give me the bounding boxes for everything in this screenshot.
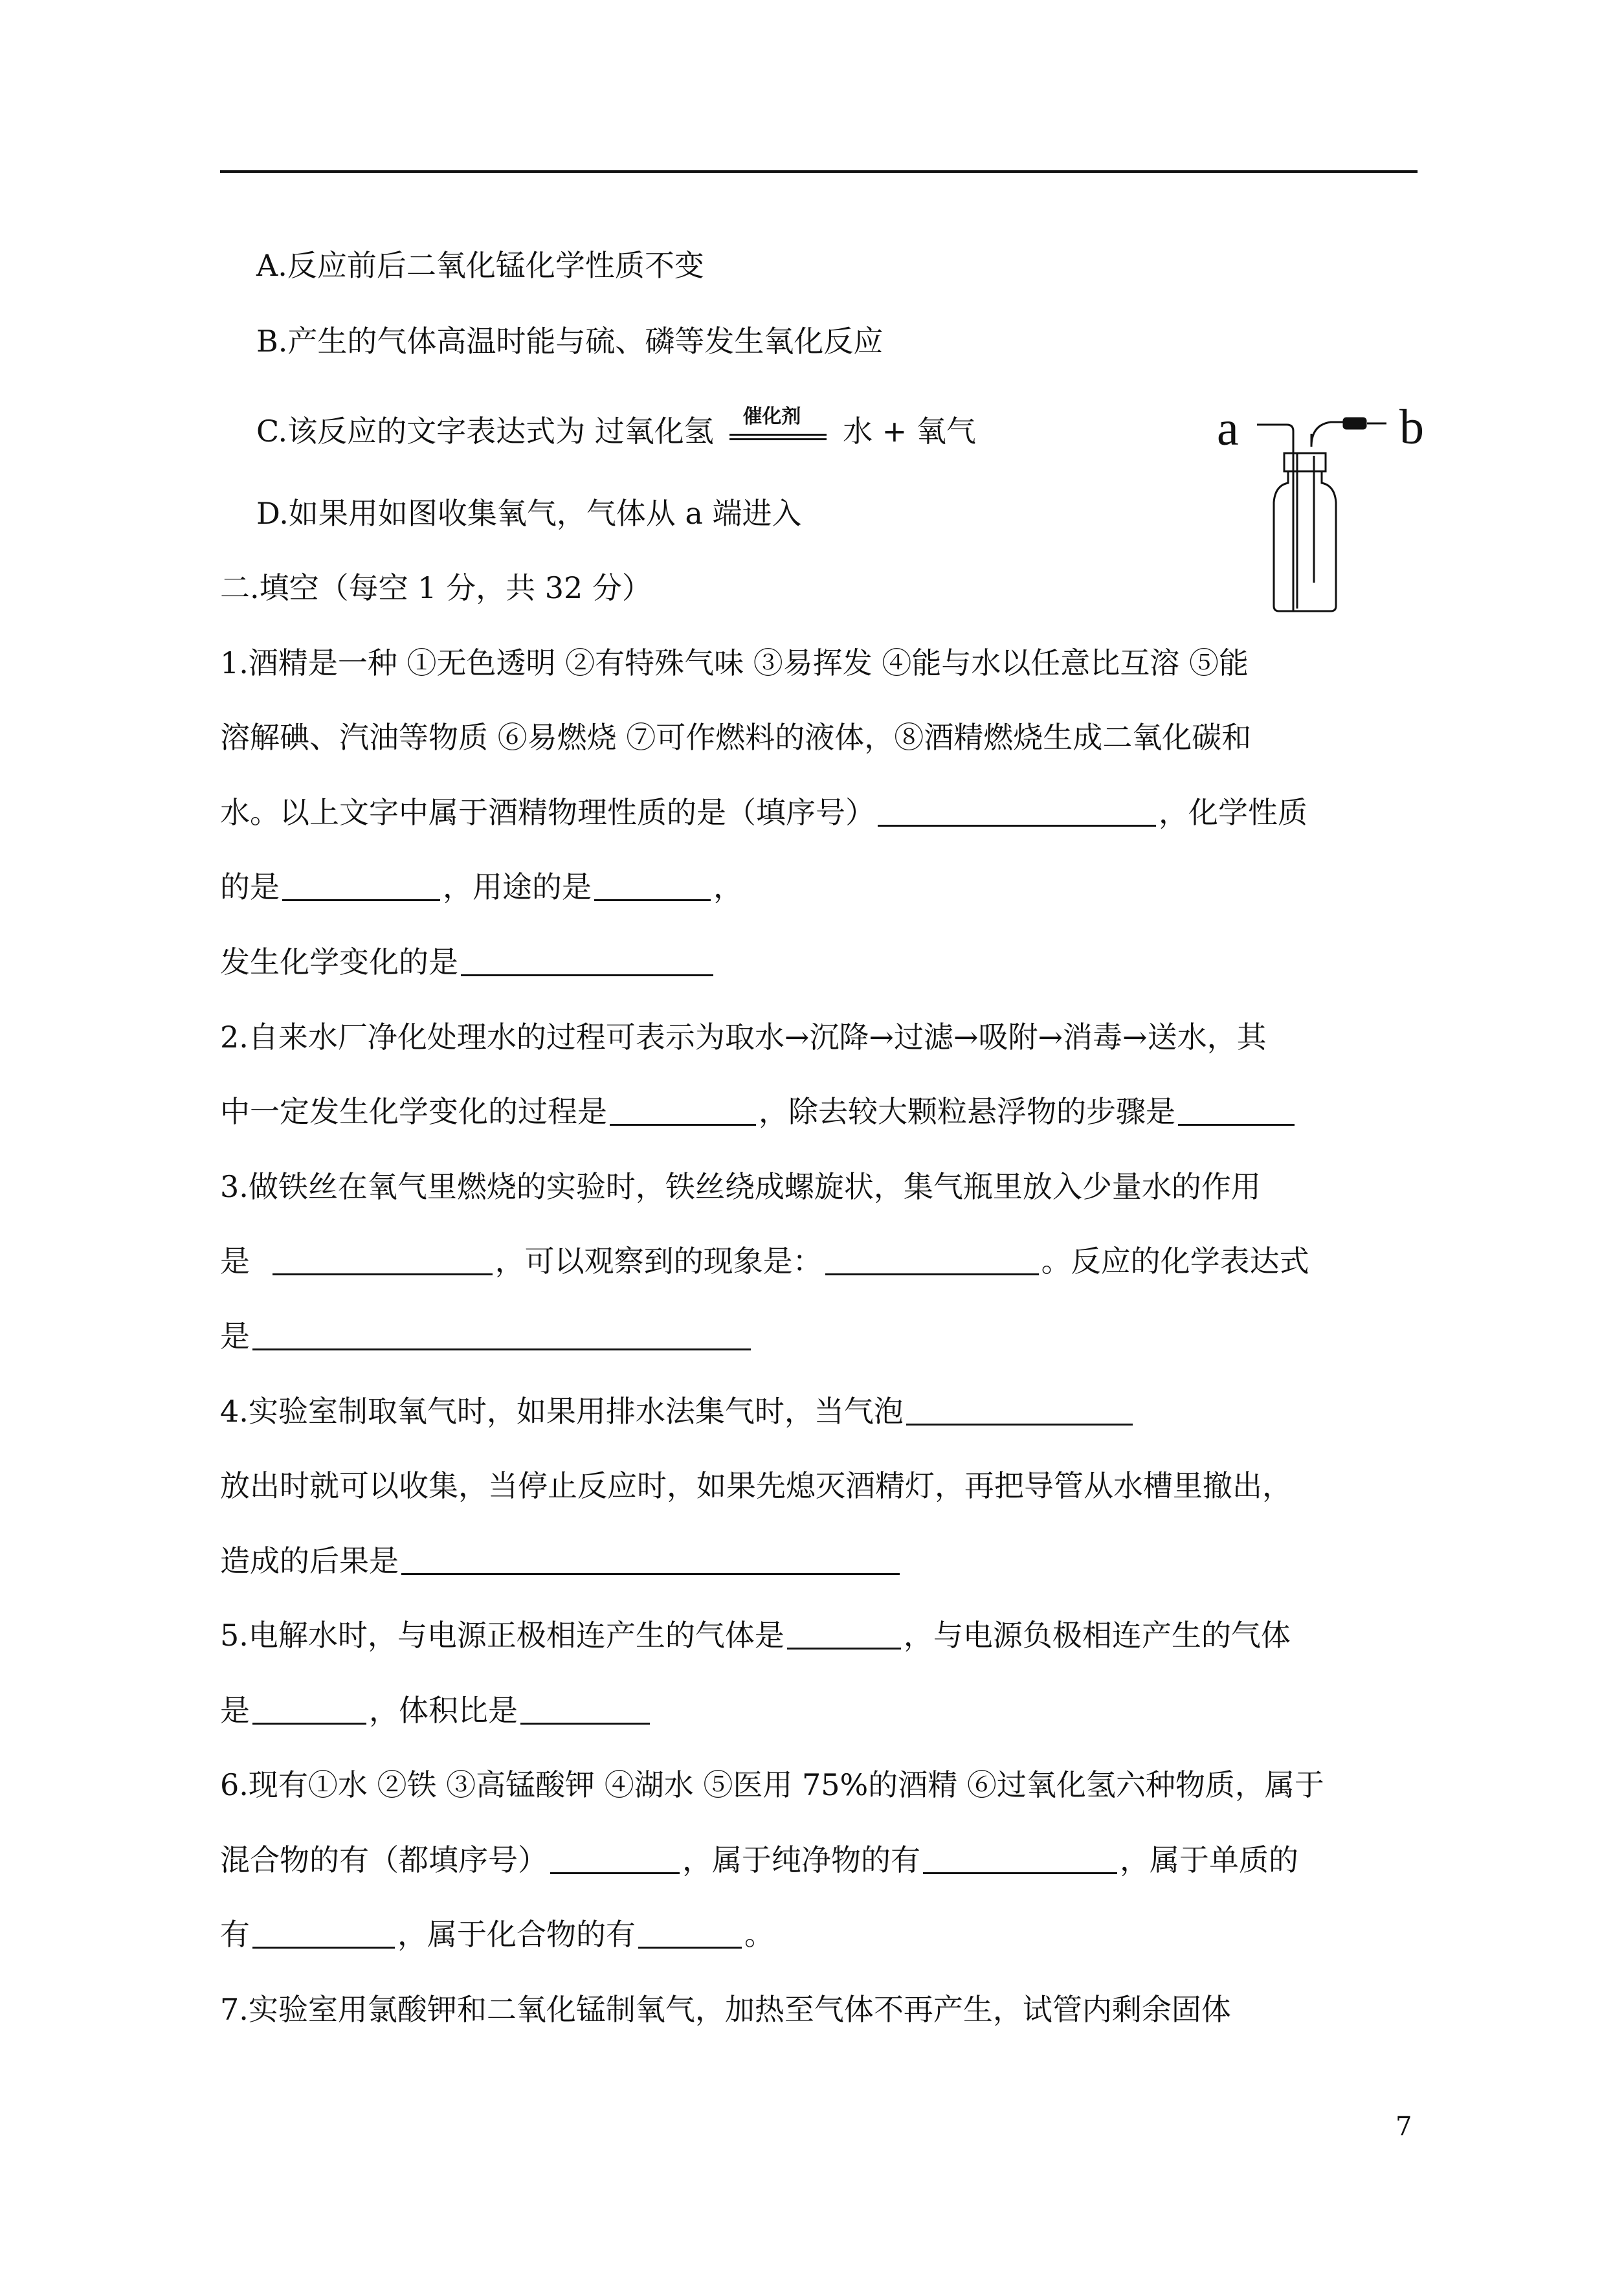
q1-line3-text2: ，化学性质	[1159, 795, 1307, 830]
gas-bottle-icon	[1217, 388, 1437, 621]
answer-blank[interactable]	[1178, 1095, 1295, 1126]
q5-line2-text2: ，体积比是	[369, 1693, 518, 1728]
section2-heading: 二.填空（每空 1 分，共 32 分）	[220, 570, 652, 605]
q4-line1	[220, 1392, 1135, 1431]
option-c	[256, 405, 976, 453]
q4-line3-text: 造成的后果是	[220, 1543, 399, 1578]
q5-line1	[220, 1616, 1291, 1655]
q2-line2	[220, 1092, 1297, 1131]
option-a: A.反应前后二氧化锰化学性质不变	[256, 248, 704, 283]
label-b: b	[1399, 400, 1424, 454]
q2-line2-text: 中一定发生化学变化的过程是	[220, 1094, 607, 1129]
q1-line4-text: 的是	[220, 869, 280, 904]
q6-line3-text2: ，属于化合物的有	[397, 1917, 636, 1952]
q6-line1: 6.现有①水 ②铁 ③高锰酸钾 ④湖水 ⑤医用 75%的酒精 ⑥过氧化氢六种物质，属于	[220, 1767, 1324, 1802]
answer-blank[interactable]	[252, 1320, 751, 1350]
q1-line5	[220, 943, 716, 981]
q3-line1: 3.做铁丝在氧气里燃烧的实验时，铁丝绕成螺旋状，集气瓶里放入少量水的作用	[220, 1169, 1261, 1204]
option-c-suffix: 水 + 氧气	[843, 414, 976, 449]
answer-blank[interactable]	[787, 1619, 901, 1650]
answer-blank[interactable]	[906, 1395, 1133, 1426]
answer-blank[interactable]	[594, 871, 711, 901]
q3-line3-text: 是	[220, 1319, 250, 1354]
catalyst-arrow	[729, 405, 827, 453]
option-c-prefix: C.该反应的文字表达式为 过氧化氢	[256, 414, 714, 449]
q7-line1: 7.实验室用氯酸钾和二氧化锰制氧气，加热至气体不再产生，试管内剩余固体	[220, 1992, 1231, 2027]
label-a: a	[1217, 401, 1239, 456]
q5-line1-text2: ，与电源负极相连产生的气体	[903, 1618, 1291, 1653]
q1-line3	[220, 793, 1307, 832]
q1-line1: 1.酒精是一种 ①无色透明 ②有特殊气味 ③易挥发 ④能与水以任意比互溶 ⑤能	[220, 645, 1249, 680]
answer-blank[interactable]	[273, 1245, 493, 1275]
header-rule	[220, 170, 1418, 173]
page-number: 7	[1396, 2112, 1412, 2142]
q5-line2	[220, 1691, 652, 1730]
q6-line2-text3: ，属于单质的	[1120, 1842, 1298, 1877]
q4-line3	[220, 1541, 902, 1580]
q4-line2: 放出时就可以收集，当停止反应时，如果先熄灭酒精灯，再把导管从水槽里撤出，	[220, 1468, 1292, 1503]
q1-line5-text: 发生化学变化的是	[220, 945, 458, 979]
q2-line1: 2.自来水厂净化处理水的过程可表示为取水→沉降→过滤→吸附→消毒→送水，其	[220, 1020, 1267, 1055]
q3-line2	[220, 1242, 1309, 1281]
answer-blank[interactable]	[252, 1694, 366, 1725]
answer-blank[interactable]	[252, 1918, 395, 1949]
answer-blank[interactable]	[401, 1545, 900, 1575]
q3-line2-text3: 。反应的化学表达式	[1041, 1244, 1309, 1279]
option-b: B.产生的气体高温时能与硫、磷等发生氧化反应	[256, 324, 884, 359]
answer-blank[interactable]	[638, 1918, 742, 1949]
q1-line3-text: 水。以上文字中属于酒精物理性质的是（填序号）	[220, 795, 875, 830]
answer-blank[interactable]	[461, 946, 713, 976]
q6-line3-text: 有	[220, 1917, 250, 1952]
q6-line2-text: 混合物的有（都填序号）	[220, 1842, 548, 1877]
answer-blank[interactable]	[282, 871, 440, 901]
q4-line1-text: 4.实验室制取氧气时，如果用排水法集气时，当气泡	[220, 1394, 904, 1429]
q1-line4	[220, 867, 743, 906]
answer-blank[interactable]	[923, 1844, 1117, 1874]
double-line-icon	[729, 434, 827, 440]
q6-line2-text2: ，属于纯净物的有	[682, 1842, 920, 1877]
q5-line2-text: 是	[220, 1693, 250, 1728]
option-d: D.如果用如图收集氧气，气体从 a 端进入	[256, 496, 802, 531]
answer-blank[interactable]	[550, 1844, 680, 1874]
q1-line4-text2: ，用途的是	[443, 869, 592, 904]
q6-line3	[220, 1915, 774, 1954]
q6-line3-text3: 。	[744, 1917, 774, 1952]
q2-line2-text2: ，除去较大颗粒悬浮物的步骤是	[759, 1094, 1175, 1129]
q3-line2-text2: ，可以观察到的现象是：	[495, 1244, 823, 1279]
q5-line1-text: 5.电解水时，与电源正极相连产生的气体是	[220, 1618, 784, 1653]
answer-blank[interactable]	[520, 1694, 650, 1725]
gas-bottle-figure	[1217, 388, 1437, 621]
catalyst-label: 催化剂	[742, 405, 801, 428]
answer-blank[interactable]	[825, 1245, 1039, 1275]
q1-line4-text3: ，	[713, 869, 743, 904]
q3-line2-text: 是	[220, 1244, 260, 1279]
q1-line2: 溶解碘、汽油等物质 ⑥易燃烧 ⑦可作燃料的液体，⑧酒精燃烧生成二氧化碳和	[220, 720, 1252, 755]
answer-blank[interactable]	[610, 1095, 756, 1126]
q6-line2	[220, 1840, 1298, 1879]
answer-blank[interactable]	[878, 796, 1156, 827]
q3-line3	[220, 1317, 753, 1356]
